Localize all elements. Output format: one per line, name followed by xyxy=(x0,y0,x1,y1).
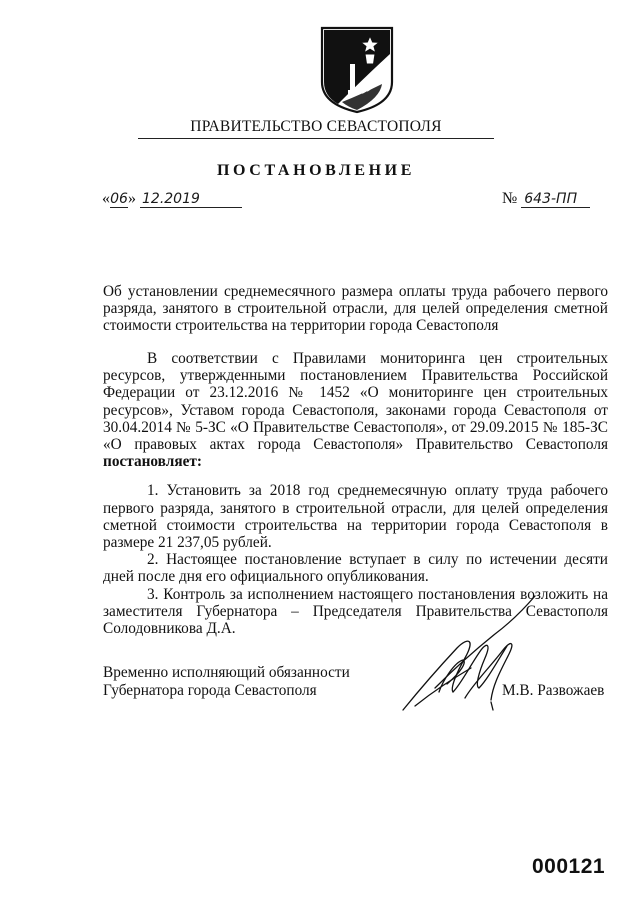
document-subject: Об установлении среднемесячного размера оплаты труда рабочего первого разряда, занятого в строительной отрасли, для целей определения сметной стоимости строительства на территории города Севастополя xyxy=(103,283,608,334)
date-day: 06 xyxy=(110,191,128,207)
preamble-text: В соответствии с Правилами мониторинга цен строительных ресурсов, утвержденными постановлением Правительства Российской Федерации от 23.12.2016 № 1452 «О мониторинге цен строительных ресурсов», Уставом города Севастополя, законами города Севастополя от 30.04.2014 № 5-ЗС «О Правительстве Севастополя», от 29.09.2015 № 185-ЗС «О правовых актах города Севастополя» Правительство Севастополя xyxy=(103,350,608,454)
header-divider xyxy=(138,138,494,139)
resolution-item-2: 2. Настоящее постановление вступает в силу по истечении десяти дней после дня его официального опубликования. xyxy=(103,551,608,586)
government-name: ПРАВИТЕЛЬСТВО СЕВАСТОПОЛЯ xyxy=(190,118,442,135)
date-close-quote: » xyxy=(128,190,136,207)
registration-number: 000121 xyxy=(532,855,606,878)
preamble-emphasis: постановляет: xyxy=(103,453,202,471)
signatory-position xyxy=(103,664,350,699)
preamble-paragraph xyxy=(103,350,608,470)
document-date xyxy=(102,190,242,208)
coat-of-arms-icon xyxy=(318,24,396,114)
number-value: 643-ПП xyxy=(521,191,590,208)
resolution-item-1: 1. Установить за 2018 год среднемесячную оплату труда рабочего первого разряда, занятого в строительной отрасли, для целей определения сметной стоимости строительства на территории города Севастополя в размере 21 237,05 рублей. xyxy=(103,482,608,552)
signatory-position-line-2: Губернатора города Севастополя xyxy=(103,681,317,699)
resolution-item-3: 3. Контроль за исполнением настоящего постановления возложить на заместителя Губернатора – Председателя Правительства Севастополя Солодовникова Д.А. xyxy=(103,585,608,638)
number-label: № xyxy=(502,190,518,207)
document-number xyxy=(502,190,590,208)
date-open-quote: « xyxy=(102,190,110,207)
date-month-year: 12.2019 xyxy=(140,191,242,208)
signatory-position-line-1: Временно исполняющий обязанности xyxy=(103,664,350,681)
signatory-name: М.В. Развожаев xyxy=(502,682,605,699)
document-type: ПОСТАНОВЛЕНИЕ xyxy=(217,162,415,179)
